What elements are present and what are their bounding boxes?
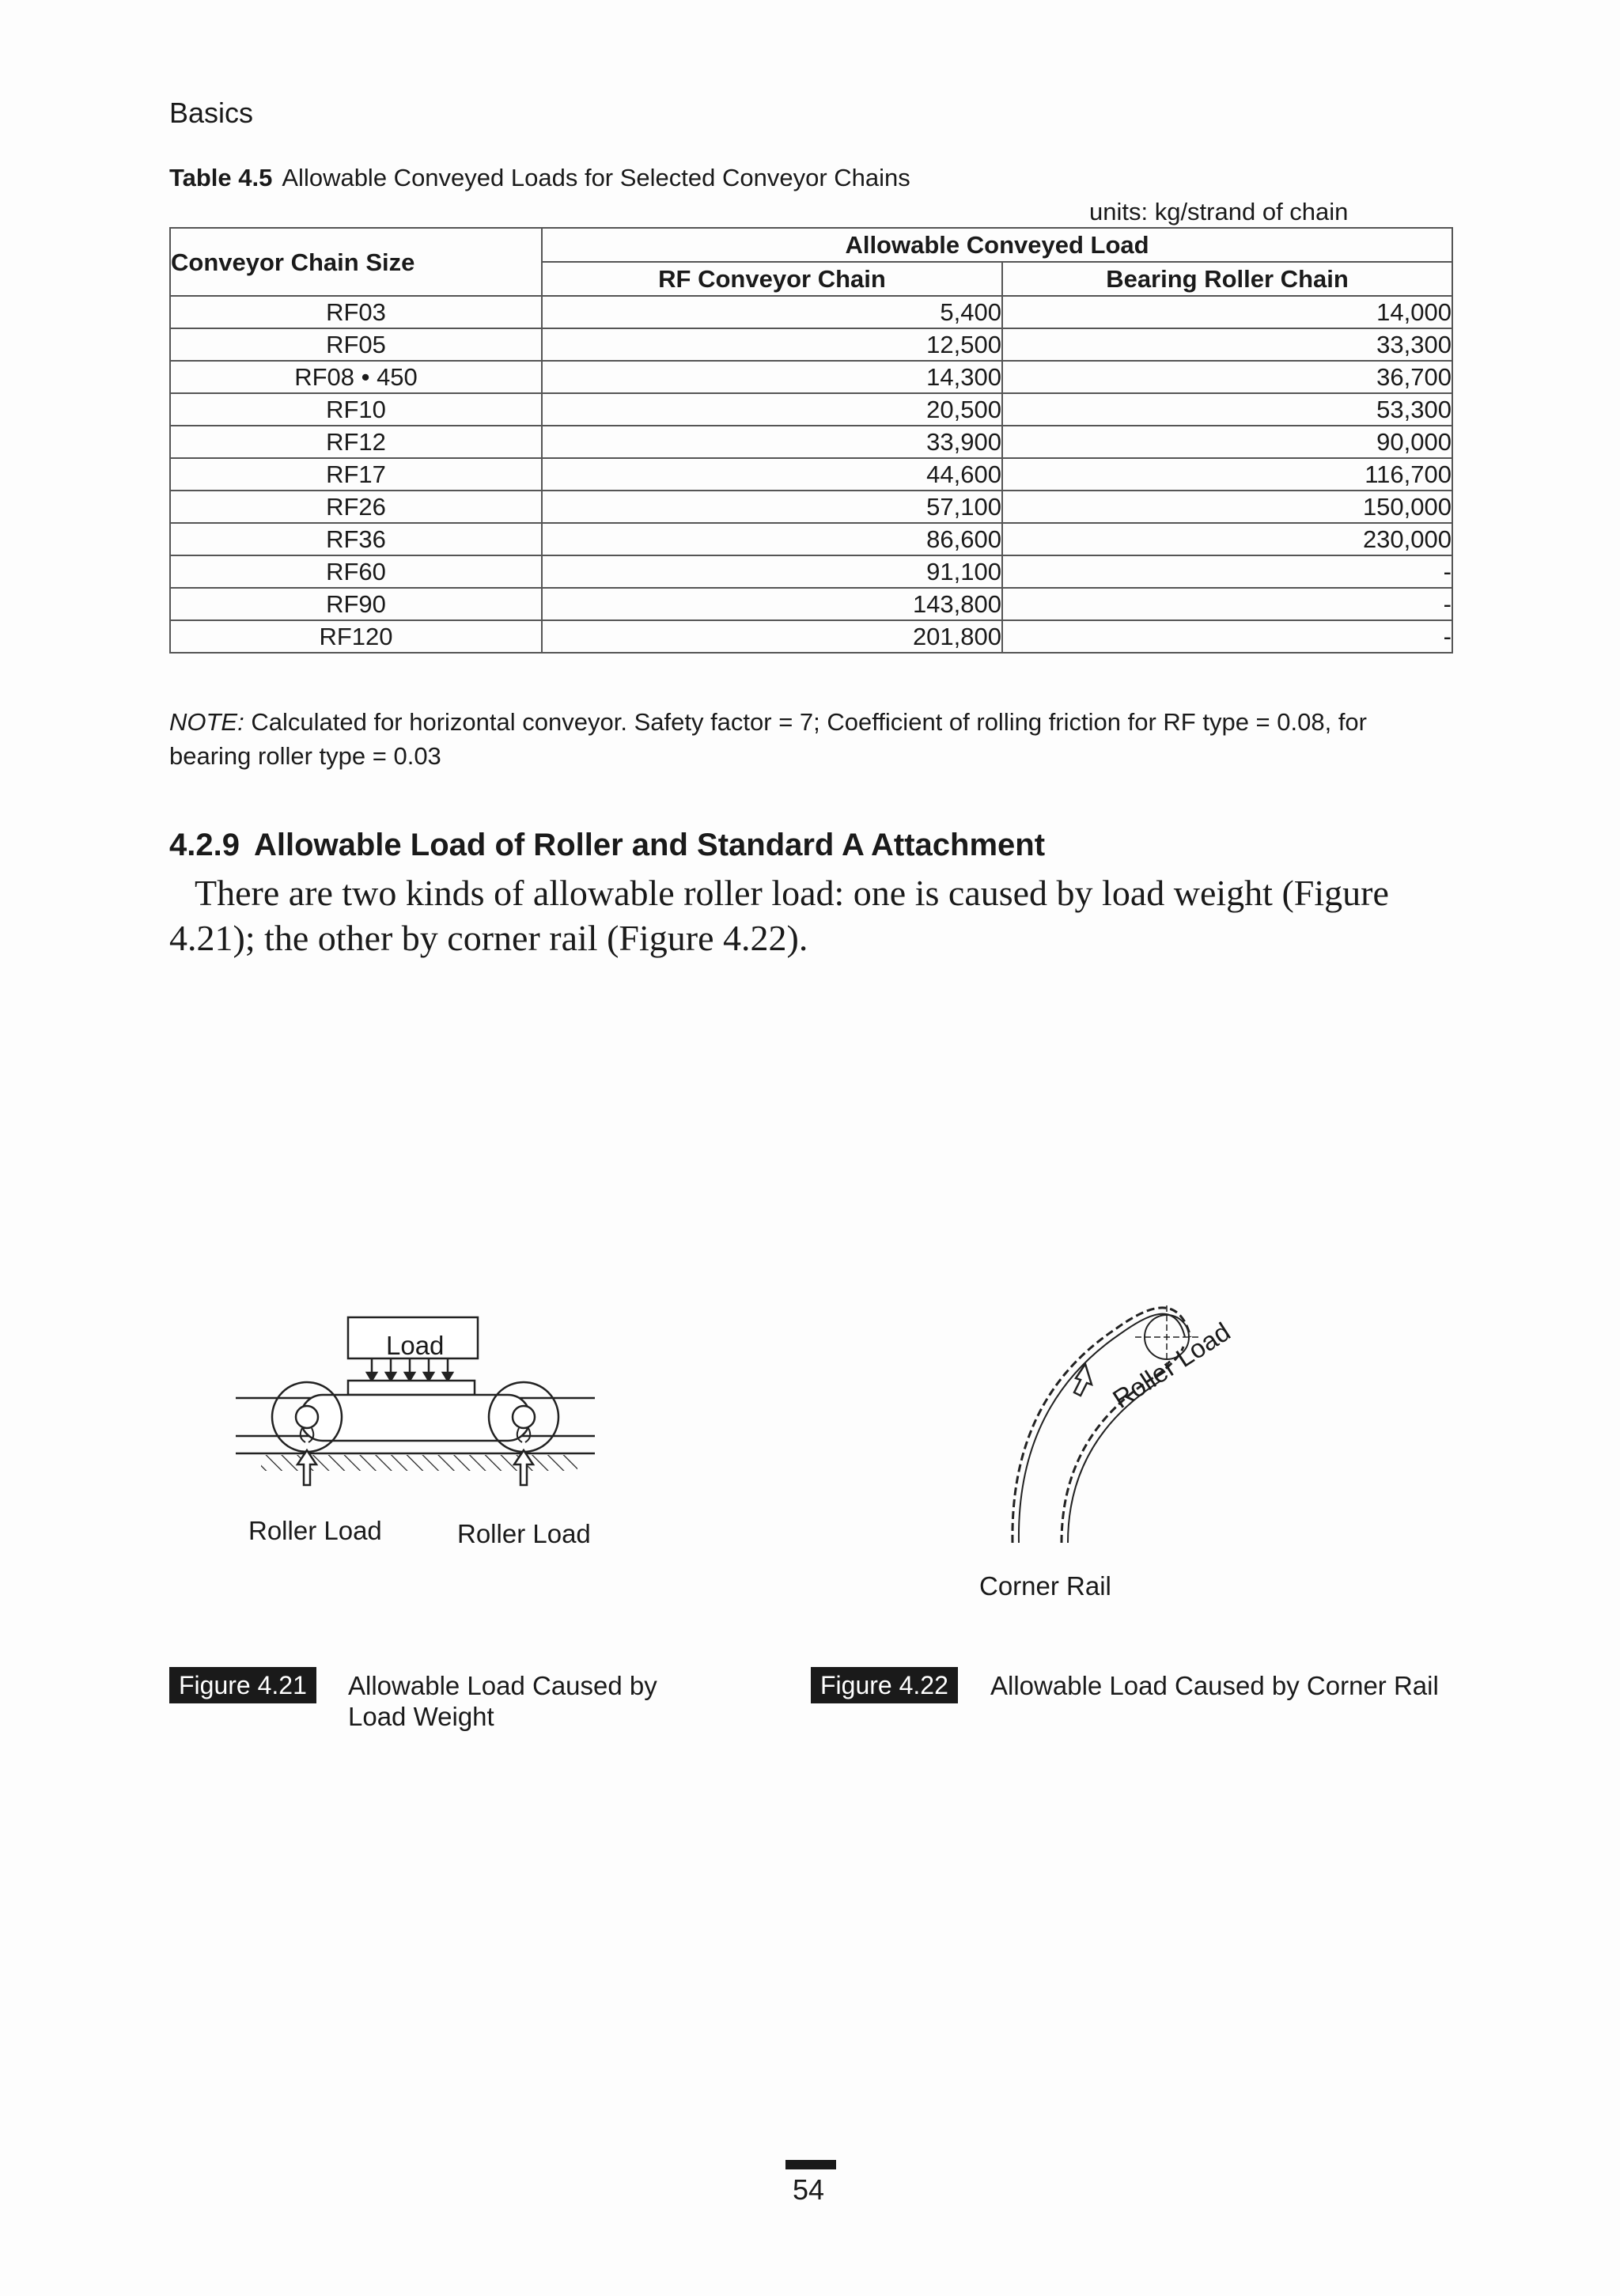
table-caption [169,164,910,192]
cell-chain-size: RF26 [170,491,542,523]
cell-rf-load: 33,900 [542,426,1002,458]
cell-chain-size: RF03 [170,296,542,328]
note-text: Calculated for horizontal conveyor. Safety factor = 7; Coefficient of rolling friction for RF type = 0.08, for bearing roller type = 0.03 [169,708,1367,770]
cell-bearing-load: - [1002,620,1452,653]
corner-rail-label: Corner Rail [979,1571,1111,1601]
table-row [170,588,1452,620]
cell-rf-load: 12,500 [542,328,1002,361]
table-row [170,328,1452,361]
figure-4-22-caption: Allowable Load Caused by Corner Rail [990,1671,1439,1700]
table-row [170,458,1452,491]
cell-bearing-load: - [1002,555,1452,588]
table-row [170,361,1452,393]
figure-4-22-badge: Figure 4.22 [811,1667,958,1703]
cell-rf-load: 143,800 [542,588,1002,620]
group-header: Allowable Conveyed Load [542,228,1452,262]
section-number: 4.2.9 [169,828,240,862]
section-body: There are two kinds of allowable roller load: one is caused by load weight (Figure 4.21); the other by corner rail (Figure 4.22). [169,873,1389,958]
load-label: Load [386,1331,445,1360]
chain-outer [1012,1308,1190,1543]
cell-rf-load: 57,100 [542,491,1002,523]
cell-rf-load: 201,800 [542,620,1002,653]
table-row [170,426,1452,458]
units-note: units: kg/strand of chain [1089,198,1349,225]
table-caption-label: Table 4.5 [169,164,273,191]
cell-rf-load: 20,500 [542,393,1002,426]
cell-chain-size: RF10 [170,393,542,426]
table-row [170,393,1452,426]
page-number-bar [785,2160,836,2169]
cell-bearing-load: 90,000 [1002,426,1452,458]
cell-bearing-load: 230,000 [1002,523,1452,555]
roller-load-right-label: Roller Load [457,1519,591,1548]
section-heading [169,828,1045,863]
cell-chain-size: RF36 [170,523,542,555]
cell-rf-load: 91,100 [542,555,1002,588]
cell-chain-size: RF90 [170,588,542,620]
table-row [170,491,1452,523]
rail-inner [1068,1381,1160,1543]
cell-rf-load: 44,600 [542,458,1002,491]
roller-load-left-label: Roller Load [248,1516,382,1545]
load-arrows [367,1358,452,1381]
roller-load-arrow [1074,1364,1092,1396]
table-caption-title: Allowable Conveyed Loads for Selected Conveyor Chains [282,164,910,191]
column-header-rf: RF Conveyor Chain [542,262,1002,296]
allowable-load-table [169,227,1453,654]
cell-chain-size: RF17 [170,458,542,491]
cell-rf-load: 86,600 [542,523,1002,555]
table-row [170,620,1452,653]
table-body [170,296,1452,653]
section-title: Allowable Load of Roller and Standard A Attachment [253,828,1046,862]
page-number: 54 [793,2173,825,2206]
cell-chain-size: RF120 [170,620,542,653]
roller-load-label: Roller Load [1107,1317,1236,1415]
cell-bearing-load: 150,000 [1002,491,1452,523]
cell-bearing-load: 14,000 [1002,296,1452,328]
table-row [170,555,1452,588]
figure-4-21-badge: Figure 4.21 [169,1667,316,1703]
running-header: Basics [169,97,254,129]
table-row [170,523,1452,555]
cell-chain-size: RF08 • 450 [170,361,542,393]
cell-rf-load: 14,300 [542,361,1002,393]
rail-outer [1019,1314,1185,1543]
column-header-size: Conveyor Chain Size [170,228,542,296]
cell-chain-size: RF12 [170,426,542,458]
figure-4-21-caption: Allowable Load Caused by Load Weight [348,1671,657,1731]
cell-bearing-load: 53,300 [1002,393,1452,426]
cell-bearing-load: 33,300 [1002,328,1452,361]
cell-chain-size: RF60 [170,555,542,588]
table-note [169,705,1455,773]
table-row [170,296,1452,328]
cell-bearing-load: 36,700 [1002,361,1452,393]
cell-rf-load: 5,400 [542,296,1002,328]
cell-bearing-load: 116,700 [1002,458,1452,491]
cell-bearing-load: - [1002,588,1452,620]
cell-chain-size: RF05 [170,328,542,361]
note-label: NOTE: [169,708,244,736]
column-header-bearing: Bearing Roller Chain [1002,262,1452,296]
